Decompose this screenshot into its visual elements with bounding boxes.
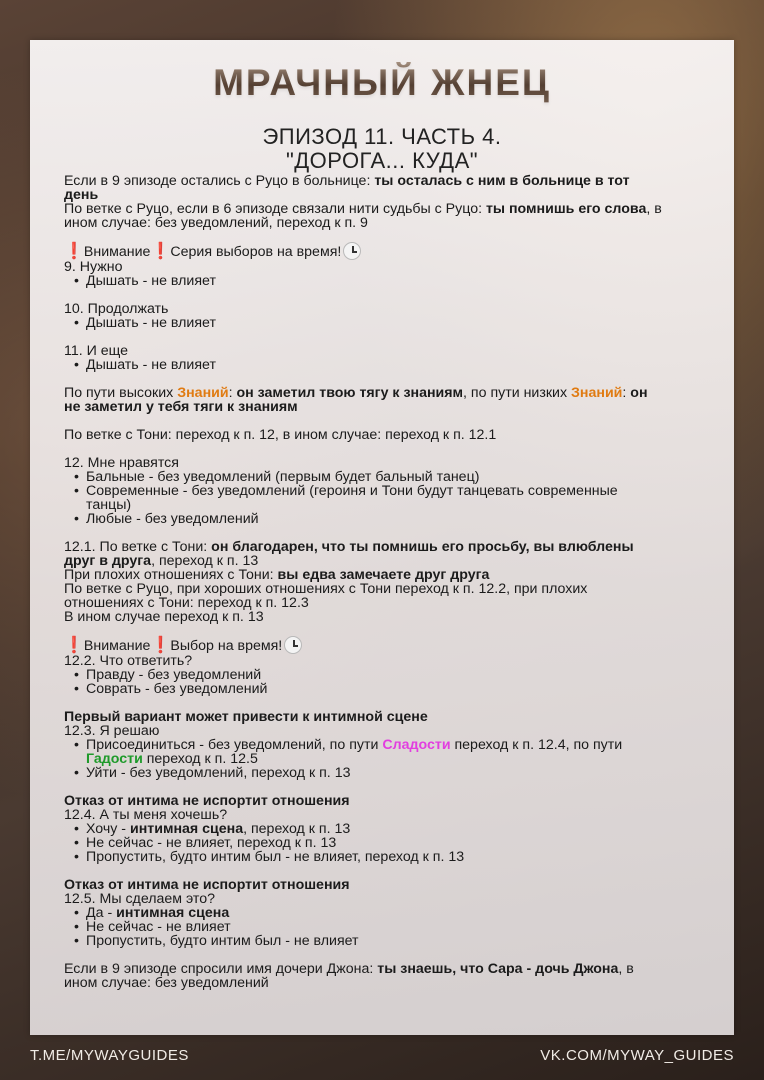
block-12-1-line-1: 12.1. По ветке с Тони: он благодарен, что ты помнишь его просьбу, вы влюблены друг в друга, переход к п. 13 xyxy=(64,539,634,569)
list-item: • Современные - без уведомлений (героиня и Тони будут танцевать современные танцы) xyxy=(64,484,664,512)
page-title: МРАЧНЫЙ ЖНЕЦ xyxy=(0,62,764,104)
list-item: • Дышать - не влияет xyxy=(64,358,664,372)
clock-icon xyxy=(343,242,361,260)
exclamation-icon: ❗ xyxy=(64,637,84,654)
choice-12-4-note: Отказ от интима не испортит отношения xyxy=(64,793,350,809)
guide-content xyxy=(64,174,664,990)
timed-warning-2: ❗Внимание❗Выбор на время! xyxy=(64,636,664,654)
choice-10-title: 10. Продолжать xyxy=(64,301,169,317)
clock-icon xyxy=(284,636,302,654)
tony-branch-paragraph: По ветке с Тони: переход к п. 12, в ином случае: переход к п. 12.1 xyxy=(64,427,497,443)
list-item: • Уйти - без уведомлений, переход к п. 13 xyxy=(64,766,664,780)
choice-12-3-options xyxy=(64,738,664,780)
choice-12-5-title: 12.5. Мы сделаем это? xyxy=(64,891,216,907)
subtitle-line-2: "ДОРОГА... КУДА" xyxy=(285,148,479,173)
outro-paragraph: Если в 9 эпизоде спросили имя дочери Джона: ты знаешь, что Сара - дочь Джона, в ином случае: без уведомлений xyxy=(64,961,634,991)
choice-11-title: 11. И еще xyxy=(64,343,129,359)
choice-12-2-title: 12.2. Что ответить? xyxy=(64,653,193,669)
timed-warning-1: ❗Внимание❗Серия выборов на время! xyxy=(64,242,664,260)
subtitle-line-1: ЭПИЗОД 11. ЧАСТЬ 4. xyxy=(262,124,502,149)
exclamation-icon: ❗ xyxy=(150,637,171,654)
intro-paragraph-1: Если в 9 эпизоде остались с Руцо в больнице: ты осталась с ним в больнице в тот день xyxy=(64,173,630,203)
list-item: • Пропустить, будто интим был - не влияет xyxy=(64,934,664,948)
list-item: • Пропустить, будто интим был - не влияет, переход к п. 13 xyxy=(64,850,664,864)
list-item: • Соврать - без уведомлений xyxy=(64,682,664,696)
block-12-1-line-2: При плохих отношениях с Тони: вы едва замечаете друг друга xyxy=(64,567,490,583)
choice-12-title: 12. Мне нравятся xyxy=(64,455,179,471)
block-12-1-line-4: В ином случае переход к п. 13 xyxy=(64,609,264,625)
choice-11-options xyxy=(64,358,664,372)
telegram-link[interactable]: T.ME/MYWAYGUIDES xyxy=(30,1047,189,1064)
choice-10-options xyxy=(64,316,664,330)
choice-12-2-options xyxy=(64,668,664,696)
exclamation-icon: ❗ xyxy=(150,243,171,260)
exclamation-icon: ❗ xyxy=(64,243,84,260)
list-item: • Дышать - не влияет xyxy=(64,274,664,288)
choice-12-4-options xyxy=(64,822,664,864)
list-item: • Присоединиться - без уведомлений, по пути Сладости переход к п. 12.4, по пути Гадости переход к п. 12.5 xyxy=(64,738,664,766)
choice-12-options xyxy=(64,470,664,526)
choice-12-5-note: Отказ от интима не испортит отношения xyxy=(64,877,350,893)
list-item: • Дышать - не влияет xyxy=(64,316,664,330)
choice-12-5-options xyxy=(64,906,664,948)
knowledge-paragraph: По пути высоких Знаний: он заметил твою тягу к знаниям, по пути низких Знаний: он не заметил у тебя тяги к знаниям xyxy=(64,385,648,415)
choice-12-3-title: 12.3. Я решаю xyxy=(64,723,160,739)
choice-9-title: 9. Нужно xyxy=(64,259,123,275)
choice-12-4-title: 12.4. А ты меня хочешь? xyxy=(64,807,228,823)
list-item: • Хочу - интимная сцена, переход к п. 13 xyxy=(64,822,664,836)
choice-12-3-note: Первый вариант может привести к интимной сцене xyxy=(64,709,428,725)
list-item: • Да - интимная сцена xyxy=(64,906,664,920)
episode-subtitle xyxy=(0,125,764,173)
list-item: • Правду - без уведомлений xyxy=(64,668,664,682)
list-item: • Не сейчас - не влияет, переход к п. 13 xyxy=(64,836,664,850)
list-item: • Любые - без уведомлений xyxy=(64,512,664,526)
intro-paragraph-2: По ветке с Руцо, если в 6 эпизоде связали нити судьбы с Руцо: ты помнишь его слова, в ином случае: без уведомлений, переход к п. 9 xyxy=(64,201,662,231)
block-12-1-line-3: По ветке с Руцо, при хороших отношениях с Тони переход к п. 12.2, при плохих отношениях с Тони: переход к п. 12.3 xyxy=(64,581,588,611)
list-item: • Не сейчас - не влияет xyxy=(64,920,664,934)
choice-9-options xyxy=(64,274,664,288)
vk-link[interactable]: VK.COM/MYWAY_GUIDES xyxy=(540,1047,734,1064)
list-item: • Бальные - без уведомлений (первым будет бальный танец) xyxy=(64,470,664,484)
